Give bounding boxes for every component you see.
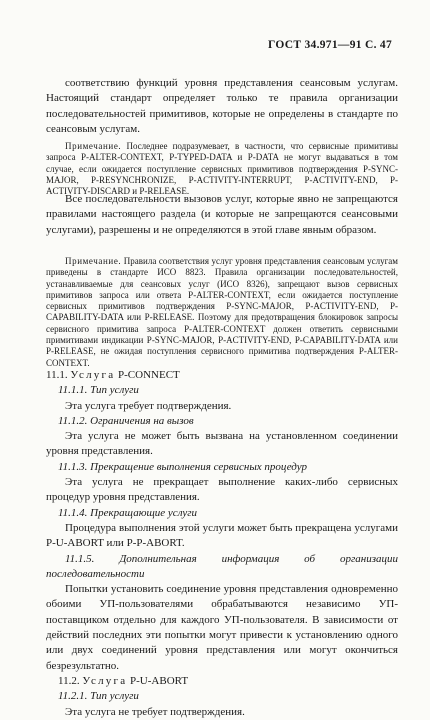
subsection-heading: 11.1.4. Прекращающие услуги [58,506,198,519]
subsection-text: Эта услуга требует подтверждения. [65,399,232,412]
note-text: Последнее подразумевает, в частности, что сервисные примитивы запроса P-ALTER-CONTEXT, P-TYPED-DATA и P-DATA не могут выдаваться в том случае, если ожидается поступление сервисных примитивов подтверждения P-SYNC-MAJOR, P-RESYNCHRONIZE, P-ACTIVITY-INTERRUPT, P-ACTIVITY-END, P-ACTIVITY-DISCARD и P-RELEASE. [46,141,398,197]
subsection-text: Процедура выполнения этой услуги может быть прекращена услугами P-U-ABORT или P-P-ABORT. [46,521,398,550]
paragraph-1 [46,76,398,137]
subsection-heading: 11.1.2. Ограничения на вызов [58,414,194,427]
subsection-heading: 11.1.5. Дополнительная информация об организации последовательности [46,552,398,580]
subsection-text: Эта услуга не требует подтверждения. [65,705,245,718]
paragraph-text: Все последовательности вызовов услуг, которые явно не запрещаются правилами настоящего раздела (и которые не запрещаются сеансовыми услугами), разрешены и не определяются в этой главе явным образом. [46,193,398,236]
section-heading: 11.2. Услуга P-U-ABORT [58,674,189,687]
paragraph-text: соответствию функций уровня представления сеансовым услугам. Настоящий стандарт определяет только те правила организации последовательностей примитивов, которые не определены в стандарте по сеансовым услугам. [46,77,398,135]
subsection-text: Эта услуга не прекращает выполнение каких-либо сервисных процедур уровня представления. [46,476,398,504]
note-1 [46,141,398,197]
subsection-text: Эта услуга не может быть вызвана на установленном соединении уровня представления. [46,430,398,458]
subsection-text: Попытки установить соединение уровня представления одновременно обоими УП-пользователями обрабатываются независимо УП-поставщиком отдельно для каждого УП-пользователя. В зависимости от действий последних эти попытки могут привести к установлению одного или двух соединений уровня представления или могут окончиться безрезультатно. [46,583,398,672]
section-11-1 [46,368,398,720]
note-label: Примечание. [65,141,122,151]
subsection-heading: 11.1.3. Прекращение выполнения сервисных процедур [58,460,307,473]
paragraph-2 [46,192,398,238]
note-2 [46,256,398,369]
note-label: Примечание. [65,256,122,266]
section-heading: 11.1. Услуга P-CONNECT [46,369,180,381]
subsection-heading: 11.1.1. Тип услуги [58,384,139,397]
note-text: Правила соответствия услуг уровня представления сеансовым услугам приведены в стандарте ИСО 8823. Правила организации последовательностей, устанавливаемые для сеансовых услуг (ИСО 8326), запрещают вызов сервисных примитивов запроса или ответа P-ALTER-CONTEXT, если ожидается поступление сервисных примитивов подтверждения P-SYNC-MAJOR, P-ACTIVITY-END, P-CAPABILITY-DATA или P-RELEASE. Поэтому для предотвращения блокировок запросы сервисного примитива запроса P-ALTER-CONTEXT должен ответить сервисными примитивами индикации P-SYNC-MAJOR, P-ACTIVITY-END, P-CAPABILITY-DATA или P-RELEASE, не ожидая поступления сервисного примитива подтверждения P-ALTER-CONTEXT. [46,256,398,368]
page-header: ГОСТ 34.971—91 С. 47 [268,39,393,51]
subsection-heading: 11.2.1. Тип услуги [58,690,139,703]
